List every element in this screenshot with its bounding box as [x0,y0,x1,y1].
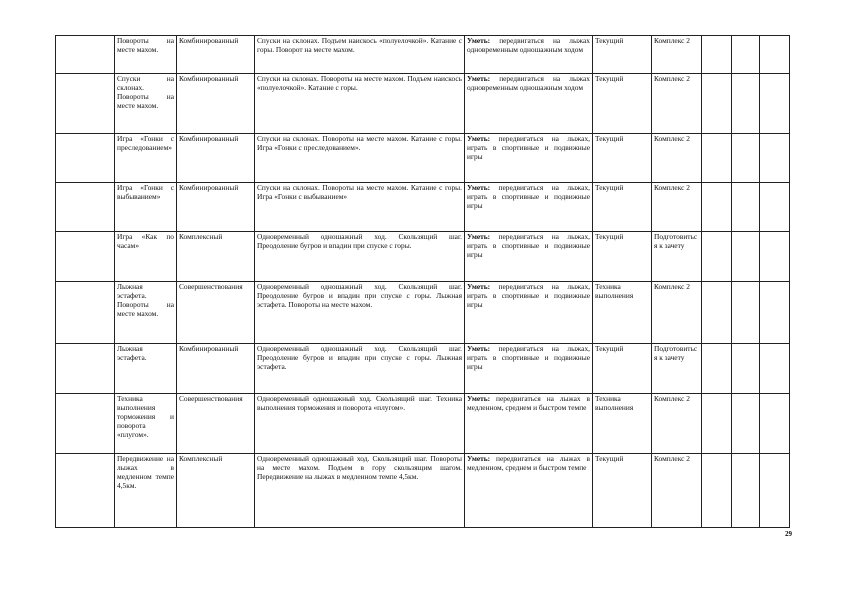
lesson-content: Одновременный одношажный ход. Скользящий шаг. Преодоление бугров и впадин при спуске с горы. [255,232,465,282]
lesson-type: Комбинированный [177,183,255,232]
homework: Комплекс 2 [652,282,702,344]
table-row [56,344,790,394]
requirements-label: Уметь: [467,282,491,291]
lesson-content: Одновременный одношажный ход. Скользящий шаг. Преодоление бугров и впадин при спуске с горы. Лыжная эстафета. Повороты на месте махом. [255,282,465,344]
requirements-label: Уметь: [467,36,491,45]
requirements-text: передвигаться на лыжах одновременным одношажным ходом [467,36,590,54]
empty-cell [732,134,760,183]
empty-cell [702,454,732,528]
lesson-type: Комплексный [177,454,255,528]
control-type: Техника выполнения [593,394,652,454]
empty-cell [702,282,732,344]
empty-cell [732,36,760,74]
homework: Комплекс 2 [652,454,702,528]
lesson-type: Совершенствования [177,282,255,344]
empty-cell [56,454,115,528]
lesson-type: Комбинированный [177,134,255,183]
empty-cell [732,282,760,344]
lesson-requirements [465,36,593,74]
lesson-content: Одновременный одношажный ход. Скользящий шаг. Повороты на месте махом. Подъем в гору скользящим шагом. Передвижение на лыжах в медленном темпе 4,5км. [255,454,465,528]
empty-cell [760,344,790,394]
empty-cell [760,134,790,183]
empty-cell [732,454,760,528]
lesson-requirements [465,394,593,454]
control-type: Текущий [593,454,652,528]
empty-cell [702,183,732,232]
control-type: Текущий [593,134,652,183]
control-type: Текущий [593,232,652,282]
homework: Комплекс 2 [652,183,702,232]
lesson-topic: Игра «Гонки с преследованием» [115,134,177,183]
requirements-label: Уметь: [467,183,491,192]
empty-cell [732,232,760,282]
requirements-text: передвигаться на лыжах, играть в спортивные и подвижные игры [467,282,590,309]
requirements-text: передвигаться на лыжах, играть в спортивные и подвижные игры [467,232,590,259]
empty-cell [702,344,732,394]
empty-cell [56,134,115,183]
empty-cell [732,344,760,394]
table-row [56,134,790,183]
lesson-topic: Лыжная эстафета. [115,344,177,394]
empty-cell [702,232,732,282]
requirements-text: передвигаться на лыжах в медленном, среднем и быстром темпе [467,454,590,472]
empty-cell [56,394,115,454]
lesson-requirements [465,344,593,394]
requirements-text: передвигаться на лыжах в медленном, среднем и быстром темпе [467,394,590,412]
empty-cell [732,394,760,454]
requirements-label: Уметь: [467,134,491,143]
homework: Подготовиться к зачету [652,232,702,282]
lesson-plan-table [55,35,790,528]
control-type: Техника выполнения [593,282,652,344]
empty-cell [760,183,790,232]
empty-cell [732,183,760,232]
empty-cell [702,134,732,183]
lesson-requirements [465,183,593,232]
empty-cell [760,282,790,344]
lesson-content: Спуски на склонах. Подъем наискось «полуелочкой». Катание с горы. Поворот на месте махом. [255,36,465,74]
table-row [56,454,790,528]
control-type: Текущий [593,183,652,232]
empty-cell [56,232,115,282]
requirements-label: Уметь: [467,394,491,403]
requirements-label: Уметь: [467,454,491,463]
lesson-topic: Техника выполнения торможения и поворота «плугом». [115,394,177,454]
table-row [56,36,790,74]
empty-cell [760,232,790,282]
homework: Комплекс 2 [652,74,702,134]
lesson-content: Спуски на склонах. Повороты на месте махом. Катание с горы. Игра «Гонки с выбыванием» [255,183,465,232]
table-row [56,232,790,282]
lesson-topic: Передвижение на лыжах в медленном темпе 4,5км. [115,454,177,528]
lesson-type: Комбинированный [177,36,255,74]
requirements-text: передвигаться на лыжах, играть в спортивные и подвижные игры [467,183,590,210]
lesson-topic: Повороты на месте махом. [115,36,177,74]
requirements-label: Уметь: [467,74,491,83]
lesson-requirements [465,232,593,282]
empty-cell [702,74,732,134]
empty-cell [760,36,790,74]
empty-cell [56,183,115,232]
empty-cell [760,74,790,134]
homework: Комплекс 2 [652,134,702,183]
lesson-topic: Спуски на склонах. Повороты на месте махом. [115,74,177,134]
lesson-type: Комбинированный [177,344,255,394]
requirements-label: Уметь: [467,344,491,353]
requirements-text: передвигаться на лыжах, играть в спортивные и подвижные игры [467,134,590,161]
lesson-requirements [465,74,593,134]
lesson-requirements [465,282,593,344]
empty-cell [732,74,760,134]
homework: Комплекс 2 [652,36,702,74]
lesson-topic: Лыжная эстафета. Повороты на месте махом. [115,282,177,344]
empty-cell [56,36,115,74]
lesson-requirements [465,134,593,183]
requirements-text: передвигаться на лыжах одновременным одношажным ходом [467,74,590,92]
empty-cell [702,394,732,454]
requirements-text: передвигаться на лыжах, играть в спортивные и подвижные игры [467,344,590,371]
lesson-requirements [465,454,593,528]
table-row [56,394,790,454]
lesson-content: Одновременный одношажный ход. Скользящий шаг. Техника выполнения торможения и поворота «плугом». [255,394,465,454]
lesson-content: Спуски на склонах. Повороты на месте махом. Подъем наискось «полуелочкой». Катание с горы. [255,74,465,134]
lesson-content: Спуски на склонах. Повороты на месте махом. Катание с горы. Игра «Гонки с преследованием». [255,134,465,183]
empty-cell [760,394,790,454]
control-type: Текущий [593,74,652,134]
empty-cell [56,74,115,134]
table-row [56,74,790,134]
lesson-content: Одновременный одношажный ход. Скользящий шаг. Преодоление бугров и впадин при спуске с горы. Лыжная эстафета. [255,344,465,394]
page-number: 29 [785,530,792,538]
lesson-topic: Игра «Как по часам» [115,232,177,282]
control-type: Текущий [593,36,652,74]
homework: Комплекс 2 [652,394,702,454]
empty-cell [56,344,115,394]
control-type: Текущий [593,344,652,394]
empty-cell [702,36,732,74]
lesson-type: Комплексный [177,232,255,282]
lesson-topic: Игра «Гонки с выбыванием» [115,183,177,232]
requirements-label: Уметь: [467,232,491,241]
empty-cell [56,282,115,344]
lesson-type: Комбинированный [177,74,255,134]
table-row [56,282,790,344]
table-row [56,183,790,232]
empty-cell [760,454,790,528]
lesson-type: Совершенствования [177,394,255,454]
homework: Подготовиться к зачету [652,344,702,394]
